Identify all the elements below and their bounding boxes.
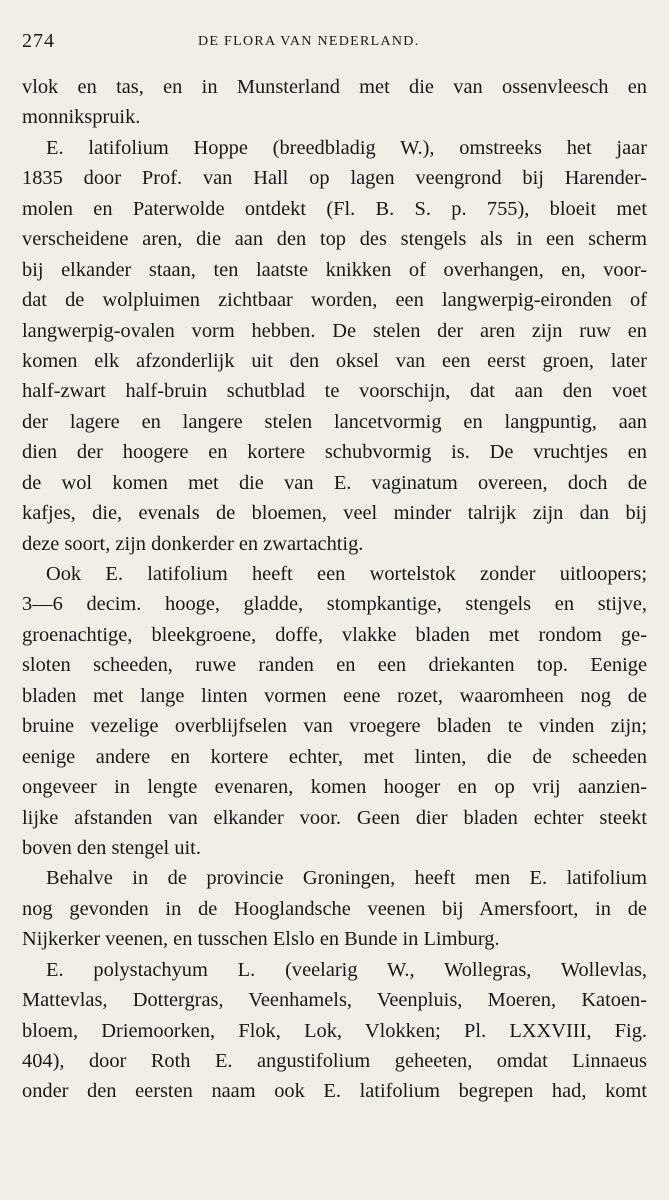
text-line: komen elk afzonderlijk uit den oksel van een eerst groen, later [22, 349, 647, 372]
text-line: Mattevlas, Dottergras, Veenhamels, Veenpluis, Moeren, Katoen- [22, 989, 647, 1012]
text-line: molen en Paterwolde ontdekt (Fl. B. S. p. 755), bloeit met [22, 197, 647, 220]
text-line: bruine vezelige overblijfselen van vroegere bladen te vinden zijn; [22, 715, 647, 738]
text-line: lijke afstanden van elkander voor. Geen dier bladen echter steekt [22, 806, 647, 829]
text-line: sloten scheeden, ruwe randen en een driekanten top. Eenige [22, 654, 647, 677]
text-line: E. latifolium Hoppe (breedbladig W.), omstreeks het jaar [46, 136, 647, 159]
text-line: eenige andere en kortere echter, met linten, die de scheeden [22, 745, 647, 768]
text-line: Behalve in de provincie Groningen, heeft men E. latifolium [46, 867, 647, 890]
text-line: E. polystachyum L. (veelarig W., Wollegras, Wollevlas, [46, 958, 647, 981]
text-line: nog gevonden in de Hooglandsche veenen bij Amersfoort, in de [22, 897, 647, 920]
text-line: 404), door Roth E. angustifolium geheeten, omdat Linnaeus [22, 1050, 647, 1072]
text-line: boven den stengel uit. [22, 836, 201, 859]
text-line: langwerpig-ovalen vorm hebben. De stelen der aren zijn ruw en [22, 319, 647, 342]
text-line: Nijkerker veenen, en tusschen Elslo en Bunde in Limburg. [22, 928, 500, 951]
text-line: dat de wolpluimen zichtbaar worden, een langwerpig-eironden of [22, 289, 647, 312]
running-title: DE FLORA VAN NEDERLAND. [198, 34, 420, 49]
text-line: half-zwart half-bruin schutblad te voorschijn, dat aan den voet [22, 380, 647, 403]
text-line: de wol komen met die van E. vaginatum overeen, doch de [22, 471, 647, 494]
text-line: kafjes, die, evenals de bloemen, veel minder talrijk zijn dan bij [22, 502, 647, 525]
text-line: dien der hoogere en kortere schubvormig is. De vruchtjes en [22, 441, 647, 464]
text-line: bloem, Driemoorken, Flok, Lok, Vlokken; Pl. LXXVIII, Fig. [22, 1019, 647, 1042]
text-line: Ook E. latifolium heeft een wortelstok zonder uitloopers; [46, 563, 647, 585]
page-number: 274 [22, 30, 55, 52]
text-line: verscheidene aren, die aan den top des stengels als in een scherm [22, 228, 647, 251]
text-line: der lagere en langere stelen lancetvormig en langpuntig, aan [22, 410, 647, 433]
page-header [22, 30, 642, 54]
text-line: vlok en tas, en in Munsterland met die van ossenvleesch en [22, 76, 647, 98]
text-line: 3—6 decim. hooge, gladde, stompkantige, stengels en stijve, [22, 593, 647, 616]
text-line: bladen met lange linten vormen eene rozet, waaromheen nog de [22, 684, 647, 707]
text-line: onder den eersten naam ook E. latifolium begrepen had, komt [22, 1080, 647, 1103]
body-text [22, 72, 647, 1107]
text-line: monnikspruik. [22, 106, 141, 129]
text-line: deze soort, zijn donkerder en zwartachtig. [22, 532, 364, 555]
text-line: bij elkander staan, ten laatste knikken of overhangen, en, voor- [22, 258, 647, 281]
text-line: groenachtige, bleekgroene, doffe, vlakke bladen met rondom ge- [22, 623, 647, 646]
text-line: 1835 door Prof. van Hall op lagen veengrond bij Harender- [22, 167, 647, 190]
text-line: ongeveer in lengte evenaren, komen hooger en op vrij aanzien- [22, 776, 647, 799]
